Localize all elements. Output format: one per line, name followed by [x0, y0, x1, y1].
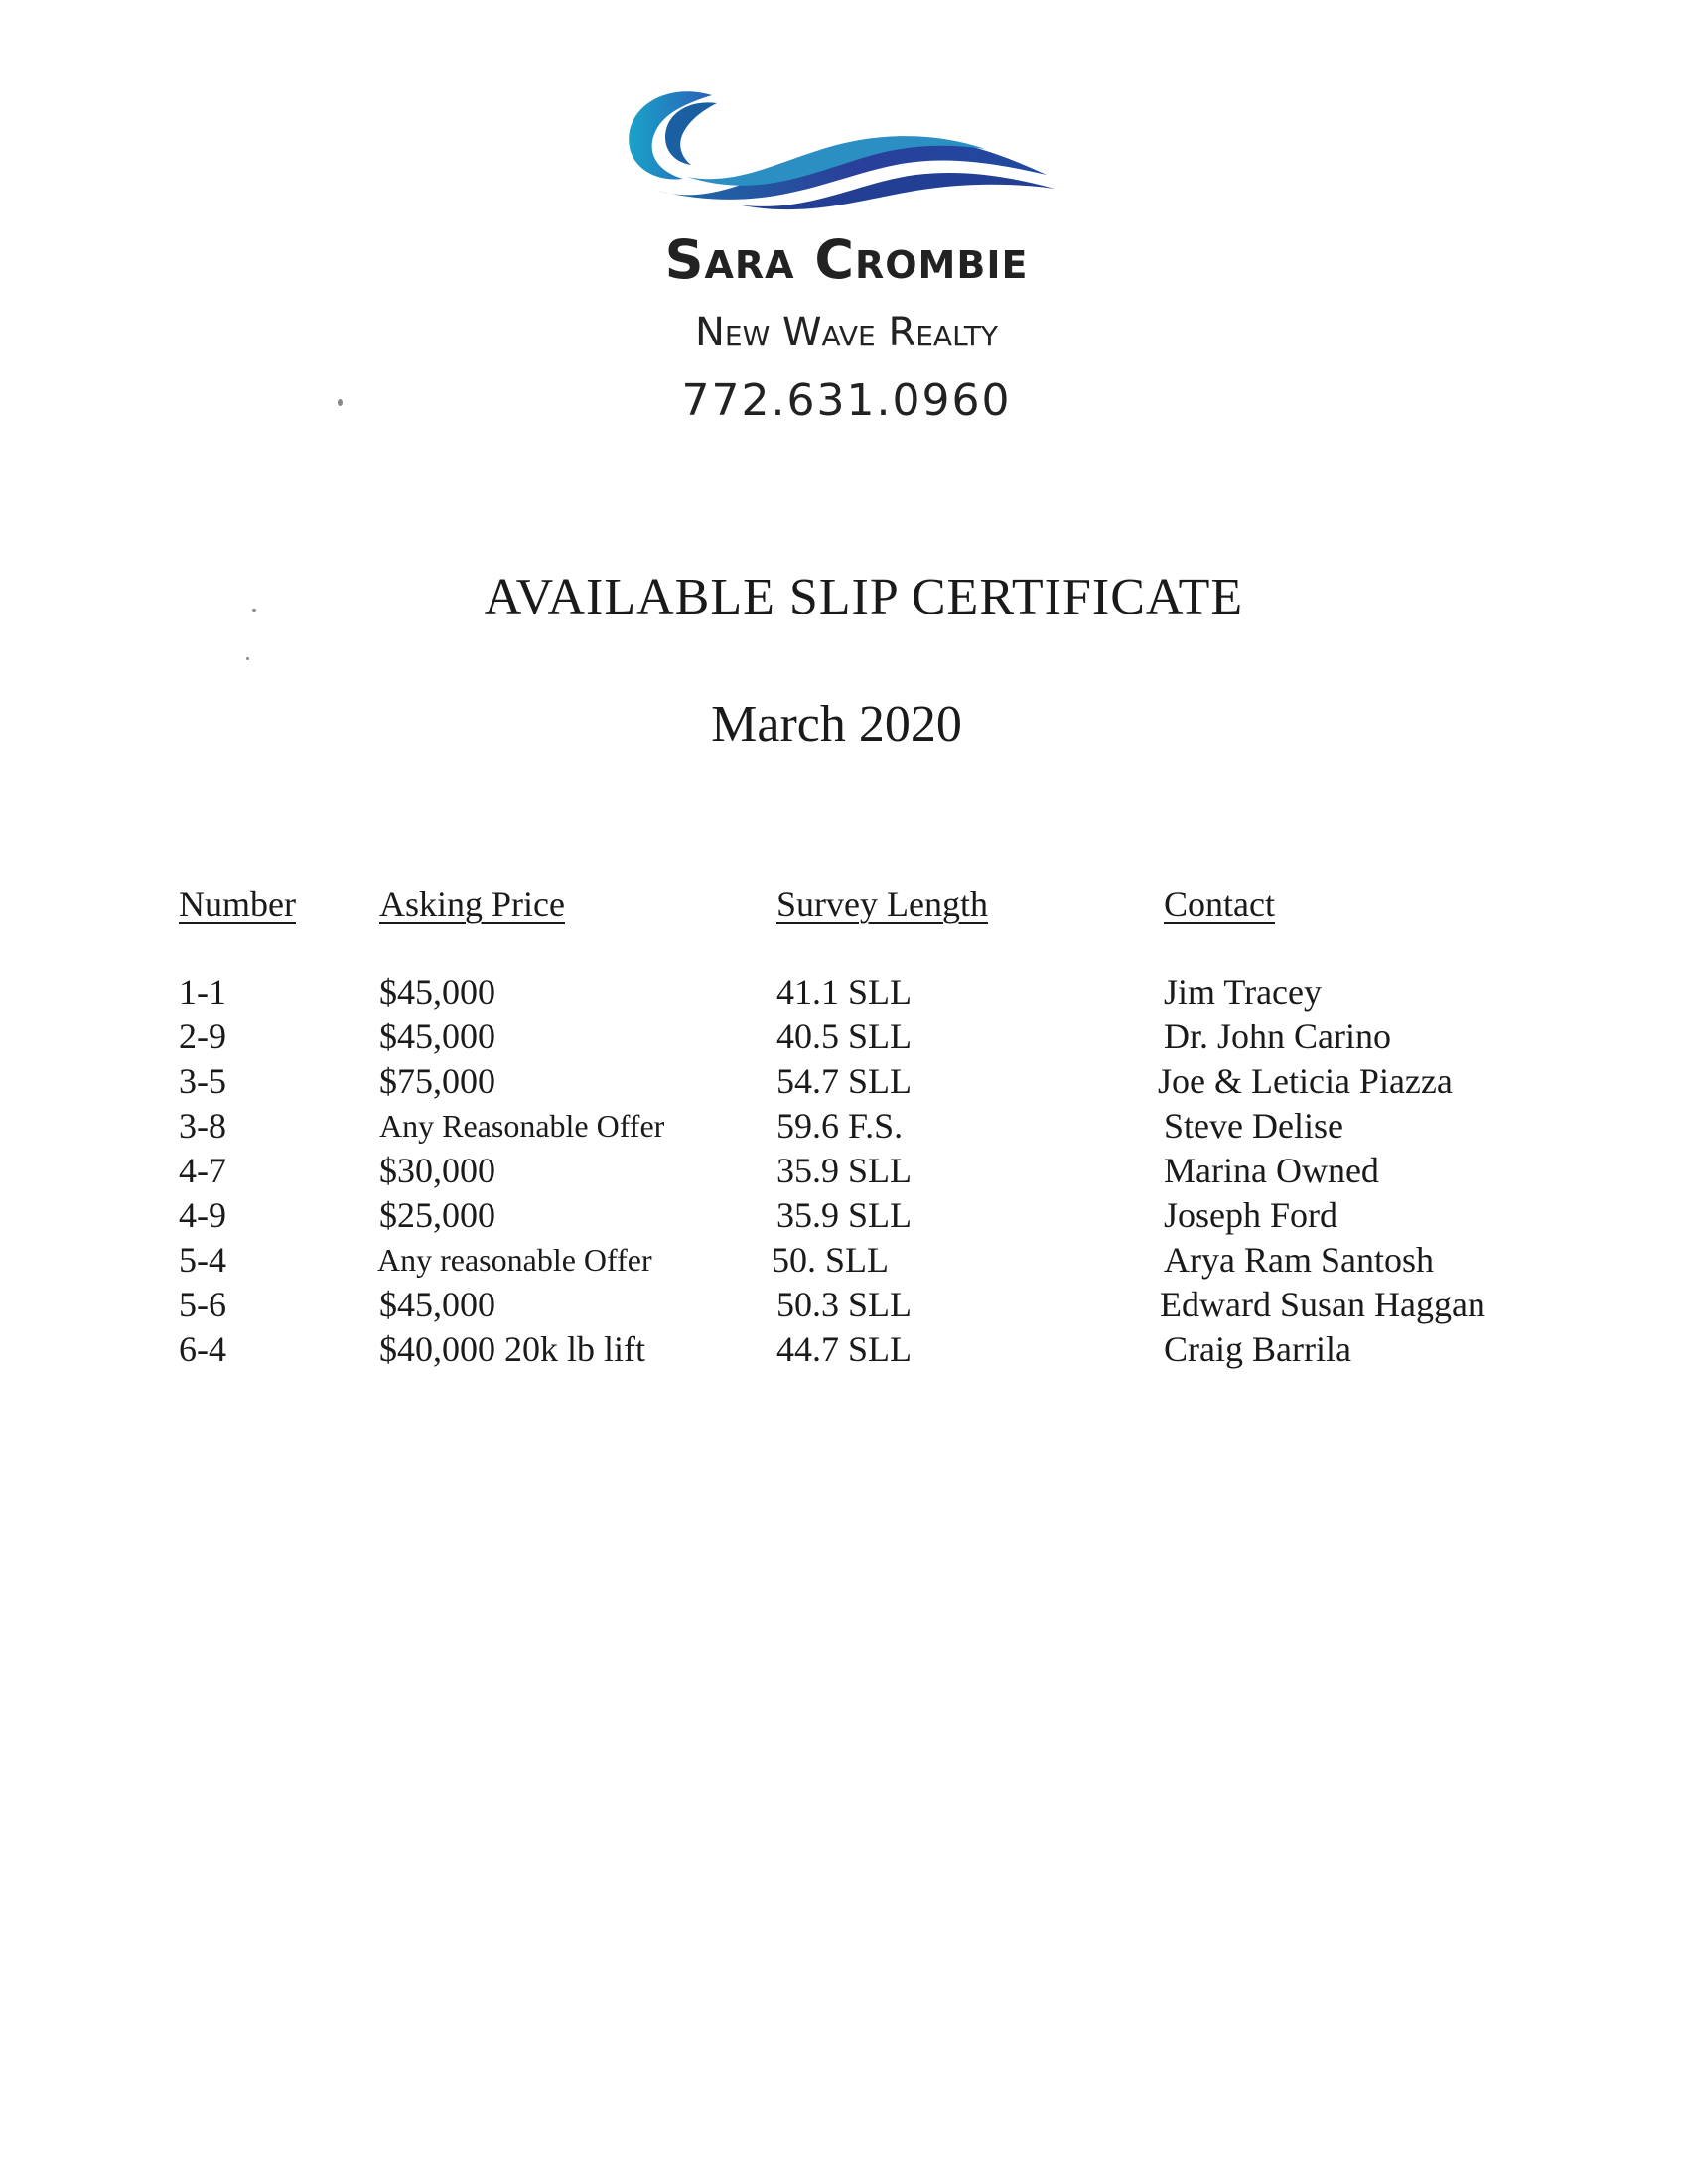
- table-row: [179, 1239, 1569, 1284]
- agent-name: Sara Crombie: [664, 228, 1029, 291]
- survey-length: 59.6 F.S.: [776, 1106, 904, 1146]
- slip-number: 1-1: [179, 972, 226, 1012]
- asking-price: $45,000: [379, 972, 495, 1012]
- slip-number: 4-7: [179, 1151, 226, 1190]
- table-row: [179, 1105, 1569, 1150]
- document-date: March 2020: [711, 696, 962, 752]
- slip-number: 3-5: [179, 1061, 226, 1101]
- asking-price: Any reasonable Offer: [377, 1242, 652, 1278]
- company-name: New Wave Realty: [694, 310, 999, 355]
- scan-speck: [338, 399, 343, 406]
- contact-name: Arya Ram Santosh: [1164, 1240, 1434, 1280]
- table-header: [179, 884, 1569, 933]
- slip-number: 6-4: [179, 1329, 226, 1369]
- table-row: [179, 1194, 1569, 1239]
- asking-price: Any Reasonable Offer: [379, 1108, 665, 1144]
- header-survey-length: Survey Length: [776, 885, 988, 924]
- header-number: Number: [179, 885, 296, 924]
- phone-number: 772.631.0960: [681, 375, 1012, 426]
- contact-name: Joe & Leticia Piazza: [1158, 1061, 1453, 1101]
- slip-number: 5-4: [179, 1240, 226, 1280]
- survey-length: 44.7 SLL: [776, 1329, 913, 1369]
- survey-length: 41.1 SLL: [776, 972, 913, 1012]
- slip-number: 3-8: [179, 1106, 226, 1146]
- contact-name: Jim Tracey: [1164, 972, 1323, 1012]
- wave-logo-icon: [618, 79, 1055, 218]
- slip-number: 5-6: [179, 1285, 226, 1324]
- asking-price: $40,000 20k lb lift: [379, 1329, 645, 1369]
- slip-number: 2-9: [179, 1017, 226, 1056]
- contact-name: Dr. John Carino: [1164, 1017, 1391, 1056]
- asking-price: $45,000: [379, 1017, 495, 1056]
- asking-price: $30,000: [379, 1151, 495, 1190]
- asking-price: $45,000: [379, 1285, 495, 1324]
- contact-name: Edward Susan Haggan: [1160, 1285, 1485, 1324]
- survey-length: 35.9 SLL: [776, 1151, 913, 1190]
- survey-length: 35.9 SLL: [776, 1195, 913, 1235]
- survey-length: 54.7 SLL: [776, 1061, 913, 1101]
- survey-length: 50.3 SLL: [776, 1285, 913, 1324]
- asking-price: $25,000: [379, 1195, 495, 1235]
- asking-price: $75,000: [379, 1061, 495, 1101]
- document-title: AVAILABLE SLIP CERTIFICATE: [484, 569, 1244, 625]
- table-row: [179, 1060, 1569, 1105]
- table-row: [179, 1016, 1569, 1060]
- contact-name: Joseph Ford: [1164, 1195, 1338, 1235]
- table-row: [179, 971, 1569, 1016]
- scan-speck: [246, 657, 249, 660]
- table-row: [179, 1150, 1569, 1194]
- survey-length: 40.5 SLL: [776, 1017, 913, 1056]
- survey-length: 50. SLL: [772, 1240, 890, 1280]
- header-contact: Contact: [1164, 885, 1275, 924]
- header-asking-price: Asking Price: [379, 885, 565, 924]
- table-row: [179, 1284, 1569, 1328]
- contact-name: Marina Owned: [1164, 1151, 1379, 1190]
- contact-name: Steve Delise: [1164, 1106, 1343, 1146]
- contact-name: Craig Barrila: [1164, 1329, 1351, 1369]
- table-row: [179, 1328, 1569, 1373]
- scan-speck: [252, 609, 256, 612]
- slip-number: 4-9: [179, 1195, 226, 1235]
